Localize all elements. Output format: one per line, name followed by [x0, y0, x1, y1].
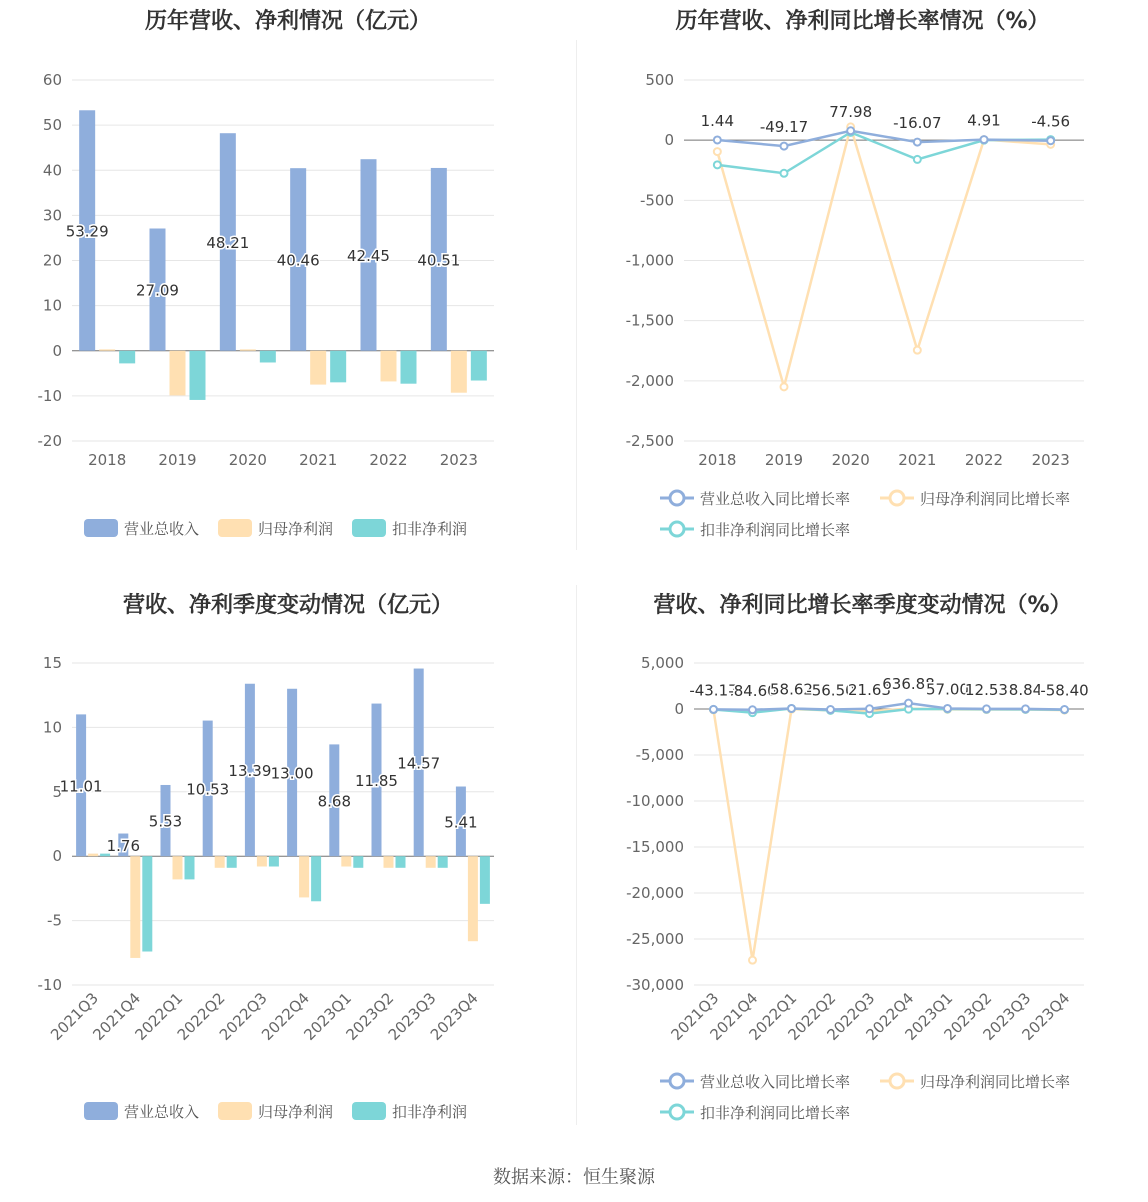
y-tick-label: -10	[37, 386, 62, 405]
data-label: -56.50	[806, 681, 855, 700]
y-tick-label: -15,000	[626, 838, 684, 856]
bar	[310, 351, 326, 385]
data-label: 21.63	[848, 680, 891, 699]
bar	[451, 351, 467, 393]
data-label: 40.51	[417, 251, 461, 270]
bar	[353, 856, 363, 868]
legend-label: 归母净利润	[258, 520, 334, 538]
data-label: 10.53	[186, 780, 230, 799]
bar	[468, 856, 478, 941]
data-point	[827, 706, 834, 713]
chart-quarterly-amount	[0, 580, 576, 1140]
x-tick-label: 2018	[88, 451, 127, 469]
legend-label: 营业总收入同比增长率	[700, 1073, 851, 1091]
data-point	[983, 705, 990, 712]
legend-label: 扣非净利润同比增长率	[700, 1104, 851, 1122]
x-tick-label: 2019	[764, 451, 804, 469]
panel-annual-amount	[0, 0, 576, 560]
bar	[299, 856, 309, 897]
data-label: 13.00	[270, 764, 314, 783]
x-tick-label: 2021	[299, 451, 338, 469]
legend-swatch	[352, 519, 386, 537]
x-tick-label: 2019	[158, 451, 197, 469]
bar	[401, 351, 417, 384]
y-tick-label: -20	[37, 432, 62, 450]
legend-marker	[890, 1074, 904, 1088]
data-label: 1.44	[700, 111, 735, 130]
legend-label: 营业总收入	[124, 520, 200, 538]
x-tick-label: 2022Q3	[823, 989, 879, 1044]
x-tick-label: 2021Q3	[667, 989, 723, 1044]
data-label: 5.53	[148, 812, 183, 831]
y-tick-label: -5,000	[635, 746, 684, 764]
legend-marker	[670, 522, 684, 536]
legend-label: 归母净利润同比增长率	[920, 1073, 1071, 1091]
data-point	[788, 705, 795, 712]
y-tick-label: 20	[42, 251, 62, 270]
data-point	[914, 347, 921, 354]
bar	[341, 856, 351, 866]
x-tick-label: 2023Q2	[940, 989, 996, 1044]
data-point	[944, 705, 951, 712]
data-label: 12.53	[965, 680, 1008, 699]
data-point	[1047, 137, 1054, 144]
x-tick-label: 2023	[439, 451, 478, 469]
data-point	[847, 127, 854, 134]
data-label: -58.40	[1040, 681, 1089, 700]
y-tick-label: 15	[42, 654, 62, 672]
legend-swatch	[84, 519, 118, 537]
data-source-label: 数据来源：恒生聚源	[493, 1167, 655, 1188]
y-tick-label: 0	[52, 847, 62, 866]
y-tick-label: -10,000	[626, 792, 684, 810]
data-point	[749, 706, 756, 713]
bar	[185, 856, 195, 879]
data-point	[714, 161, 721, 168]
bar	[215, 856, 225, 868]
x-tick-label: 2021Q4	[706, 989, 762, 1044]
chart-annual-amount	[0, 0, 576, 560]
y-tick-label: 0	[52, 341, 62, 360]
y-tick-label: -500	[639, 191, 674, 210]
data-point	[914, 156, 921, 163]
data-point	[914, 139, 921, 146]
data-label: 1.76	[106, 836, 141, 855]
x-tick-label: 2023Q1	[300, 989, 356, 1044]
legend-label: 营业总收入	[124, 1103, 200, 1121]
x-tick-label: 2021Q4	[89, 989, 145, 1044]
data-point	[1061, 706, 1068, 713]
chart-title-annual-amount: 历年营收、净利情况（亿元）	[144, 9, 431, 34]
bar	[142, 856, 152, 951]
bar	[381, 351, 397, 382]
bar	[260, 351, 276, 363]
data-label: 14.57	[397, 754, 441, 773]
data-label: 77.98	[829, 102, 873, 121]
bar	[119, 351, 135, 364]
x-tick-label: 2022Q1	[131, 989, 187, 1044]
bar	[330, 351, 346, 383]
series-line	[714, 709, 1065, 961]
data-point	[781, 143, 788, 150]
panel-annual-growth	[577, 0, 1148, 560]
bar	[438, 856, 448, 868]
y-tick-label: -2,500	[625, 432, 674, 450]
bar	[170, 351, 186, 396]
legend-marker	[670, 1074, 684, 1088]
data-label: 48.21	[206, 233, 250, 252]
legend-marker	[670, 1105, 684, 1119]
x-tick-label: 2023Q1	[901, 989, 957, 1044]
data-label: -84.60	[728, 681, 777, 700]
bar	[130, 856, 140, 958]
x-tick-label: 2022	[369, 451, 408, 469]
y-tick-label: -20,000	[626, 884, 684, 902]
x-tick-label: 2022Q2	[173, 989, 229, 1044]
data-point	[781, 383, 788, 390]
data-point	[981, 136, 988, 143]
data-point	[1022, 705, 1029, 712]
data-label: 5.41	[444, 813, 478, 832]
legend-label: 扣非净利润	[392, 520, 468, 538]
data-label: 13.39	[228, 761, 272, 780]
x-tick-label: 2022Q4	[258, 989, 313, 1044]
data-point	[714, 136, 721, 143]
bar	[426, 856, 436, 868]
series-line	[717, 132, 1050, 173]
x-tick-label: 2021	[898, 451, 937, 469]
data-label: 53.29	[65, 222, 109, 241]
y-tick-label: 5,000	[641, 654, 684, 672]
x-tick-label: 2018	[698, 451, 737, 469]
data-label: 11.85	[355, 771, 398, 790]
legend-swatch	[352, 1102, 386, 1120]
x-tick-label: 2022Q4	[862, 989, 918, 1044]
chart-annual-growth	[577, 0, 1148, 560]
bar	[173, 856, 183, 879]
data-point	[710, 706, 717, 713]
legend-label: 营业总收入同比增长率	[700, 490, 851, 508]
x-tick-label: 2023Q3	[384, 989, 440, 1044]
x-tick-label: 2023Q4	[1018, 989, 1074, 1044]
data-point	[714, 148, 721, 155]
data-label: -16.07	[893, 114, 942, 133]
bar	[471, 351, 487, 381]
data-label: -43.17	[689, 681, 738, 700]
panel-quarterly-amount	[0, 580, 576, 1140]
data-label: 8.68	[317, 792, 352, 811]
chart-title-annual-growth: 历年营收、净利同比增长率情况（%）	[675, 9, 1050, 34]
chart-quarterly-growth	[577, 580, 1148, 1140]
bar	[311, 856, 321, 901]
bar	[240, 349, 256, 350]
bar	[227, 856, 237, 868]
legend-swatch	[218, 1102, 252, 1120]
data-label: -49.17	[759, 118, 809, 137]
y-tick-label: -5	[47, 911, 62, 930]
x-tick-label: 2023Q2	[342, 989, 398, 1044]
bar	[190, 351, 206, 400]
data-point	[866, 705, 873, 712]
y-tick-label: 10	[42, 718, 62, 737]
legend-swatch	[84, 1102, 118, 1120]
y-tick-label: 0	[664, 131, 674, 150]
y-tick-label: 5	[52, 782, 62, 801]
bar	[384, 856, 394, 868]
x-tick-label: 2022Q3	[215, 989, 271, 1044]
y-tick-label: 500	[645, 71, 674, 89]
data-label: 58.62	[770, 680, 813, 699]
legend-label: 归母净利润	[258, 1103, 334, 1121]
y-tick-label: -25,000	[626, 930, 684, 948]
x-tick-label: 2020	[228, 451, 267, 469]
x-tick-label: 2022Q2	[784, 989, 840, 1044]
y-tick-label: -1,500	[625, 311, 674, 330]
data-label: 27.09	[136, 281, 179, 300]
legend-label: 扣非净利润	[392, 1103, 468, 1121]
panel-quarterly-growth	[577, 580, 1148, 1140]
x-tick-label: 2021Q3	[47, 989, 102, 1044]
data-label: 40.46	[276, 251, 320, 270]
legend-label: 扣非净利润同比增长率	[700, 521, 851, 539]
bar	[99, 349, 115, 350]
chart-title-quarterly-amount: 营收、净利季度变动情况（亿元）	[122, 593, 453, 618]
data-point	[905, 700, 912, 707]
y-tick-label: 10	[42, 296, 62, 315]
legend-marker	[670, 491, 684, 505]
x-tick-label: 2022Q1	[745, 989, 801, 1044]
x-tick-label: 2023Q3	[979, 989, 1035, 1044]
x-tick-label: 2022	[964, 451, 1004, 469]
data-label: 42.45	[347, 246, 390, 265]
y-tick-label: 50	[42, 116, 62, 135]
y-tick-label: 40	[42, 161, 62, 180]
bar	[88, 854, 98, 857]
legend-swatch	[218, 519, 252, 537]
bar	[480, 856, 490, 904]
series-line	[717, 127, 1050, 387]
x-tick-label: 2023	[1031, 451, 1070, 469]
bar	[269, 856, 279, 866]
y-tick-label: -10	[37, 976, 62, 994]
bar	[396, 856, 406, 868]
data-label: -4.56	[1031, 112, 1071, 131]
y-tick-label: -2,000	[625, 371, 674, 390]
data-label: 11.01	[59, 777, 103, 796]
x-tick-label: 2020	[831, 451, 870, 469]
data-point	[781, 170, 788, 177]
data-label: 4.91	[967, 111, 1001, 130]
data-label: 8.84	[1008, 680, 1043, 699]
x-tick-label: 2023Q4	[426, 989, 482, 1044]
y-tick-label: -1,000	[625, 251, 674, 270]
data-label: 636.88	[882, 675, 935, 694]
y-tick-label: 60	[42, 71, 62, 89]
chart-title-quarterly-growth: 营收、净利同比增长率季度变动情况（%）	[653, 593, 1072, 618]
data-point	[749, 957, 756, 964]
data-label: 57.00	[926, 680, 969, 699]
legend-marker	[890, 491, 904, 505]
y-tick-label: 0	[674, 700, 684, 718]
y-tick-label: -30,000	[626, 976, 684, 994]
legend-label: 归母净利润同比增长率	[920, 490, 1071, 508]
y-tick-label: 30	[42, 206, 62, 225]
bar	[257, 856, 267, 866]
